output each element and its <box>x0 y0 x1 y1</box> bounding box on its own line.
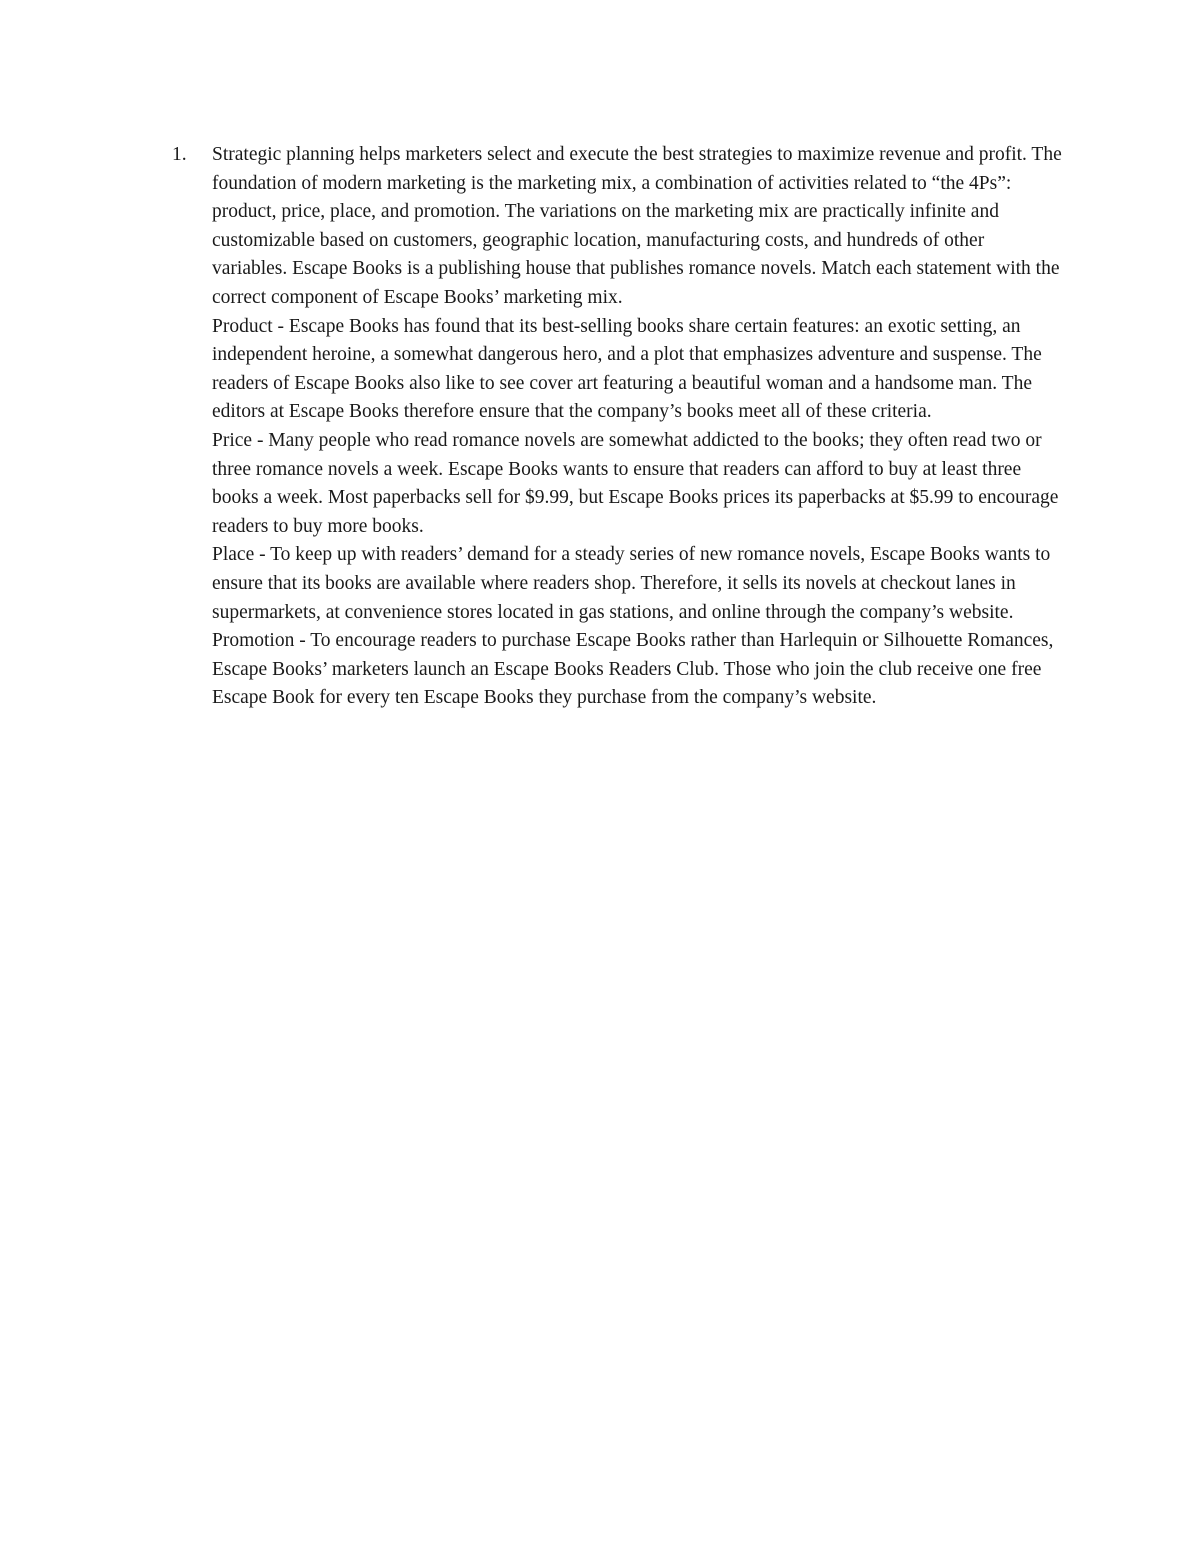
statement-place: Place - To keep up with readers’ demand for a steady series of new romance novels, Escape Books wants to ensure that its books are available where readers shop. Therefore, it sells its novels at checkout lanes in supermarkets, at convenience stores located in gas stations, and online through the company’s website. <box>212 544 1051 623</box>
statement-product: Product - Escape Books has found that its best-selling books share certain features: an exotic setting, an independent heroine, a somewhat dangerous hero, and a plot that emphasizes adventure and suspense. The readers of Escape Books also like to see cover art featuring a beautiful woman and a handsome man. The editors at Escape Books therefore ensure that the company’s books meet all of these criteria. <box>212 315 1042 423</box>
question-body <box>212 141 1062 713</box>
question-number: 1. <box>172 144 187 165</box>
statement-promotion: Promotion - To encourage readers to purchase Escape Books rather than Harlequin or Silhouette Romances, Escape Books’ marketers launch an Escape Books Readers Club. Those who join the club receive one free Escape Book for every ten Escape Books they purchase from the company’s website. <box>212 630 1054 709</box>
question-item <box>172 141 1072 713</box>
question-intro: Strategic planning helps marketers select and execute the best strategies to maximize revenue and profit. The foundation of modern marketing is the marketing mix, a combination of activities related to “the 4Ps”: product, price, place, and promotion. The variations on the marketing mix are practically infinite and customizable based on customers, geographic location, manufacturing costs, and hundreds of other variables. Escape Books is a publishing house that publishes romance novels. Match each statement with the correct component of Escape Books’ marketing mix. <box>212 144 1062 308</box>
statement-price: Price - Many people who read romance novels are somewhat addicted to the books; they often read two or three romance novels a week. Escape Books wants to ensure that readers can afford to buy at least three books a week. Most paperbacks sell for $9.99, but Escape Books prices its paperbacks at $5.99 to encourage readers to buy more books. <box>212 429 1059 537</box>
